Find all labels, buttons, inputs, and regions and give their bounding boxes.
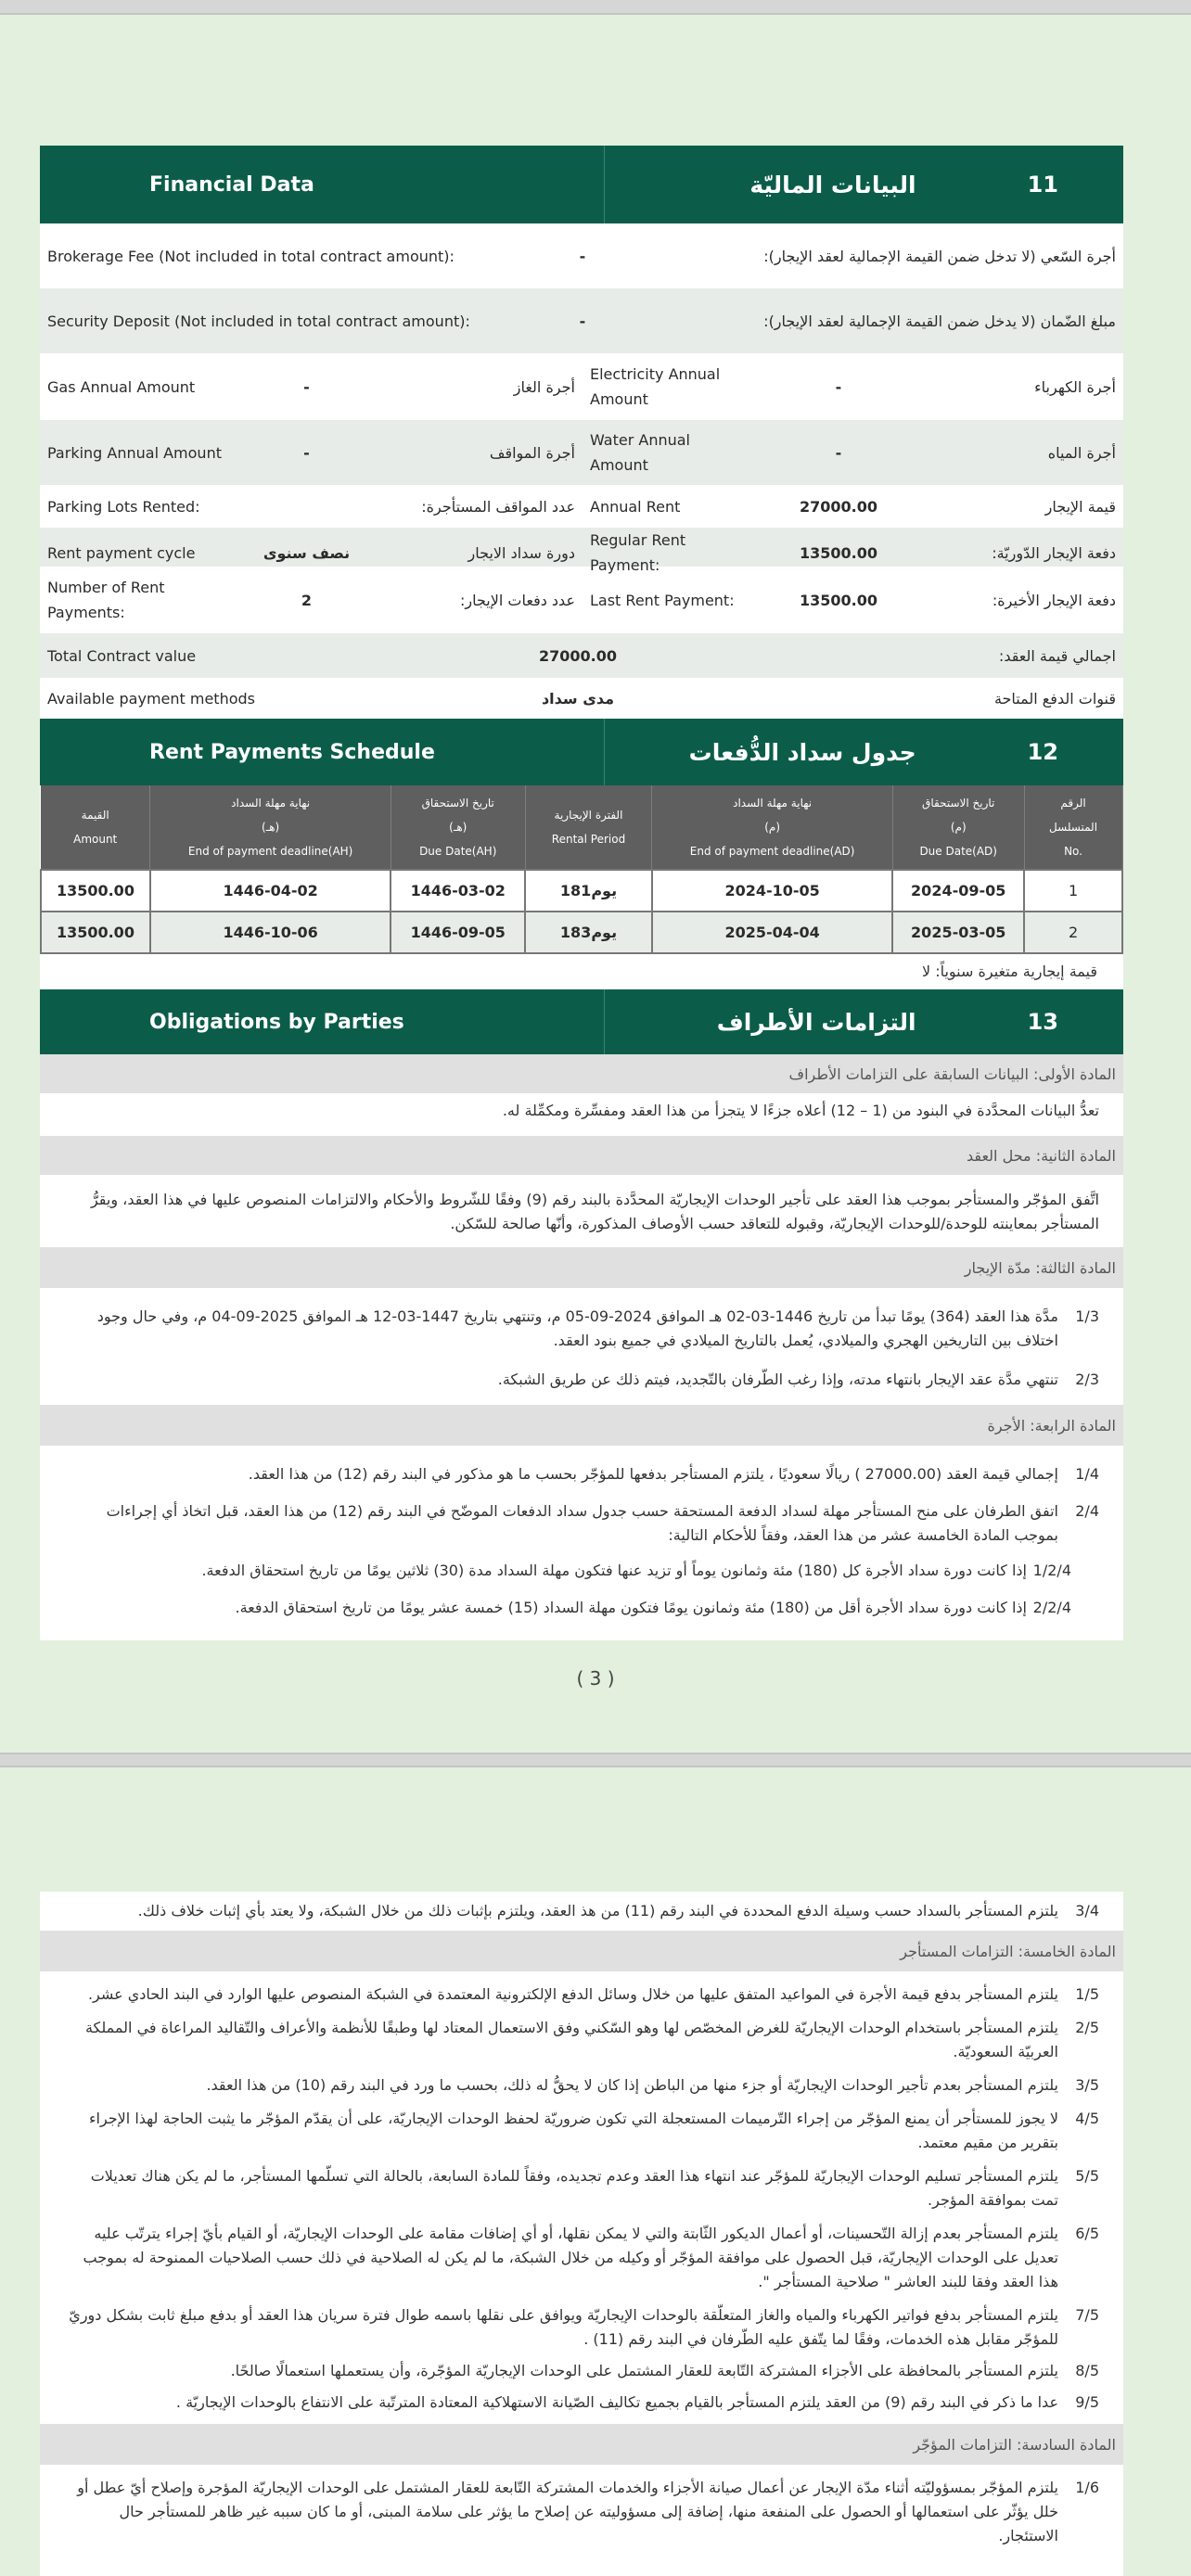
water-label-ar: أجرة المياه (1047, 443, 1116, 462)
article-1-text: تعدُّ البيانات المحدَّدة في البنود من (1 – 12) أعلاه جزءًا لا يتجزأ من هذا العقد ومفسِّرة ومكمِّلة له. (502, 1102, 1099, 1119)
deposit-label-ar: مبلغ الضّمان (لا يدخل ضمن القيمة الإجمالية لعقد الإيجار): (763, 312, 1116, 330)
count-value: 2 (301, 591, 313, 609)
regular-label-en: Regular Rent Payment: (590, 531, 686, 574)
methods-label-en: Available payment methods (47, 689, 255, 708)
table-row: 13500.00 1446-04-02 1446-03-02 181يوم 2024-10-05 2024-09-05 1 (41, 870, 1122, 912)
article-2-text: اتَّفق المؤجّر والمستأجر بموجب هذا العقد على تأجير الوحدات الإيجاريّة المحدَّدة بالبند رقم (9) وفقًا للشّروط والأحكام والالتزامات المنصوص عليها في هذا العقد، ويقرُّ المستأجر بمعاينته للوحدة/للوحدات الإيجاريّة، وقبوله للتعاقد حسب الأوصاف المذكورة، وأنّها صالحة للسّكن. (90, 1191, 1099, 1232)
variable-rent-note: قيمة إيجارية متغيرة سنوياً: لا (921, 963, 1097, 980)
list-item: 3/4 يلتزم المستأجر بالسداد حسب وسيلة الدفع المحددة في البند رقم (11) من هذ العقد، ويلتزم بإثبات ذلك من خلال الشبكة، ولا يعتد بأي إثبات خلاف ذلك. (137, 1902, 1099, 1919)
total-label-en: Total Contract value (47, 646, 197, 665)
deposit-label-en: Security Deposit (Not included in total contract amount): (47, 312, 470, 330)
list-item: 2/4 اتفق الطرفان على منح المستأجر مهلة لسداد الدفعة المستحقة حسب جدول سداد الدفعات الموضّح في البند رقم (12) من هذا العقد، قبل اتخاذ أي إجراءات بموجب المادة الخامسة عشر من هذا العقد، وفقاً للأحكام التالية: (106, 1502, 1099, 1544)
section-number: 13 (1027, 1009, 1058, 1035)
col-amount: القيمة Amount (41, 785, 150, 870)
col-due-ah: تاريخ الاستحقاق (هـ) Due Date(AH) (391, 785, 525, 870)
table-header-row (41, 785, 1122, 870)
lots-label-en: Parking Lots Rented: (47, 497, 200, 516)
col-end-ad: نهاية مهلة السداد (م) End of payment deadline(AD) (652, 785, 892, 870)
last-label-en: Last Rent Payment: (590, 591, 735, 609)
parking-water-row (40, 420, 1123, 485)
parking-value: - (303, 443, 310, 462)
col-no: الرقم المتسلسل No. (1024, 785, 1122, 870)
obligations-header (40, 989, 1123, 1054)
article-3-title: المادة الثالثة: مدّة الإيجار (40, 1247, 1123, 1288)
parking-label-en: Parking Annual Amount (47, 443, 222, 462)
electricity-label-en: Electricity Annual Amount (590, 365, 721, 408)
cycle-label-ar: دورة سداد الايجار (467, 543, 575, 562)
annual-label-ar: قيمة الإيجار (1044, 497, 1116, 516)
col-period: الفترة الإيجارية Rental Period (525, 785, 652, 870)
cycle-regular-row (40, 528, 1123, 574)
electricity-label-ar: أجرة الكهرباء (1034, 377, 1116, 396)
total-row (40, 633, 1123, 678)
total-label-ar: اجمالي قيمة العقد: (998, 646, 1116, 665)
deposit-value: - (579, 312, 586, 330)
financial-data-header (40, 146, 1123, 223)
lots-annual-row (40, 485, 1123, 528)
list-item: 7/5 يلتزم المستأجر بدفع فواتير الكهرباء والمياه والغاز المتعلّقة بالوحدات الإيجاريّة ويوافق على نقلها باسمه طوال فترة سريان هذا العقد أو بدفع مبلغ ثابت بشكل دوريّ للمؤجّر مقابل هذه الخدمات، وفقًا لما يتّفق عليه الطّرفان في البند رقم (11) . (69, 2306, 1099, 2348)
section-title-ar: التزامات الأطراف (716, 1008, 916, 1036)
water-label-en: Water Annual Amount (590, 431, 690, 474)
gas-label-en: Gas Annual Amount (47, 377, 196, 396)
gas-label-ar: أجرة الغاز (513, 377, 575, 396)
list-item: 2/3 تنتهي مدَّة عقد الإيجار بانتهاء مدته، وإذا رغب الطّرفان بالتّجديد، فيتم ذلك عن طريق الشبكة. (497, 1371, 1099, 1388)
list-item: 1/6 يلتزم المؤجّر بمسؤوليّته أثناء مدّة الإيجار عن أعمال صيانة الأجزاء والخدمات المشتركة التّابعة للعقار المشتمل على الوحدات الإيجاريّة المؤجرة وإصلاح أيّ عطل أو خلل يؤثّر على استعمالها أو الحصول على المنفعة منها، إضافة إلى مسؤوليته عن إصلاح ما يؤثر على سلامة المبنى، أو ما كان سببه غير ظاهر للمستأجر حال الاستئجار. (77, 2479, 1099, 2544)
section-number: 12 (1027, 739, 1058, 765)
section-number: 11 (1027, 172, 1058, 198)
water-value: - (835, 443, 842, 462)
document-page-3 (40, 146, 1123, 1640)
article-6-title: المادة السادسة: التزامات المؤجّر (40, 2424, 1123, 2465)
viewer-top-strip (0, 0, 1191, 15)
col-end-ah: نهاية مهلة السداد (هـ) End of payment deadline(AH) (150, 785, 391, 870)
article-2-title: المادة الثانية: محل العقد (40, 1136, 1123, 1175)
last-value: 13500.00 (799, 591, 877, 609)
col-due-ad: تاريخ الاستحقاق (م) Due Date(AD) (892, 785, 1024, 870)
section-title-en: Obligations by Parties (40, 989, 605, 1054)
list-item: 1/2/4 إذا كانت دورة سداد الأجرة كل (180) مئة وثمانون يوماً أو تزيد عنها فتكون مهلة السداد مدة (30) ثلاثين يومًا من تاريخ استحقاق الدفعة. (201, 1562, 1071, 1579)
lots-label-ar: عدد المواقف المستأجرة: (421, 497, 575, 516)
list-item: 3/5 يلتزم المستأجر بعدم تأجير الوحدات الإيجاريّة أو جزء منها من الباطن إذا كان لا يحقُّ له ذلك، بحسب ما ورد في البند رقم (10) من هذا العقد. (206, 2076, 1099, 2094)
annual-value: 27000.00 (799, 497, 877, 516)
list-item: 1/4 إجمالي قيمة العقد (27000.00 ) ريالًا سعوديًا ، يلتزم المستأجر بدفعها للمؤجّر بحسب ما هو مذكور في البند رقم (12) من هذا العقد. (248, 1465, 1099, 1483)
payments-schedule-header (40, 719, 1123, 785)
count-label-en: Number of Rent Payments: (47, 579, 165, 621)
page-number: ( 3 ) (576, 1667, 615, 1690)
table-row: 13500.00 1446-10-06 1446-09-05 183يوم 2025-04-04 2025-03-05 2 (41, 912, 1122, 953)
list-item: 4/5 لا يجوز للمستأجر أن يمنع المؤجّر من إجراء التّرميمات المستعجلة التي تكون ضروريّة لحفظ الوحدات الإيجاريّة، على أن يقدّم المؤجّر ما يثبت الحاجة لهذا الإجراء بتقرير من مقيم معتمد. (88, 2110, 1099, 2151)
list-item: 1/3 مدَّة هذا العقد (364) يومًا تبدأ من تاريخ 1446-03-02 هـ الموافق 2024-09-05 م، وتنتهي بتاريخ 1447-03-12 هـ الموافق 2025-09-04 م، وفي حال وجود اختلاف بين التاريخين الهجري والميلادي، يُعمل بالتاريخ الميلادي في جميع بنود العقد. (96, 1307, 1099, 1349)
parking-label-ar: أجرة المواقف (489, 443, 575, 462)
section-title-ar: جدول سداد الدُّفعات (688, 738, 916, 766)
deposit-row (40, 288, 1123, 353)
article-5-title: المادة الخامسة: التزامات المستأجر (40, 1931, 1123, 1971)
brokerage-value: - (579, 247, 586, 265)
brokerage-label-ar: أجرة السّعي (لا تدخل ضمن القيمة الإجمالية لعقد الإيجار): (763, 247, 1116, 265)
section-title-en: Rent Payments Schedule (40, 719, 605, 785)
methods-label-ar: قنوات الدفع المتاحة (993, 689, 1116, 708)
payments-schedule-table (40, 785, 1123, 954)
article-1-title: المادة الأولى: البيانات السابقة على التزامات الأطراف (40, 1054, 1123, 1093)
list-item: 5/5 يلتزم المستأجر تسليم الوحدات الإيجاريّة للمؤجّر عند انتهاء هذا العقد وعدم تجديده، وفقاً للمادة السابعة، بالحالة التي تسلّمها المستأجر، ما لم يكن هناك تعديلات تمت بموافقة المؤجر. (90, 2167, 1099, 2209)
list-item: 2/5 يلتزم المستأجر باستخدام الوحدات الإيجاريّة للغرض المخصّص لها وهو السّكني وفق الاستعمال المعتاد لها وطبقًا للأنظمة والأعراف والتّقاليد المراعاة في المملكة العربيّة السعوديّة. (84, 2019, 1099, 2060)
regular-label-ar: دفعة الإيجار الدّوريّة: (992, 543, 1116, 562)
article-4-title: المادة الرابعة: الأجرة (40, 1405, 1123, 1446)
cycle-value: نصف سنوى (263, 543, 351, 562)
list-item: 8/5 يلتزم المستأجر بالمحافظة على الأجزاء المشتركة التّابعة للعقار المشتمل على الوحدات الإيجاريّة المؤجّرة، وأن يستعملها استعمالًا صالحًا. (230, 2362, 1099, 2379)
list-item: 2/2/4 إذا كانت دورة سداد الأجرة أقل من (180) مئة وثمانون يومًا فتكون مهلة السداد (15) خمسة عشر يومًا من تاريخ استحقاق الدفعة. (235, 1599, 1071, 1616)
methods-row (40, 678, 1123, 719)
methods-value: مدى سداد (541, 689, 615, 708)
list-item: 6/5 يلتزم المستأجر بعدم إزالة التّحسينات، أو أعمال الديكور الثّابتة والتي لا يمكن نقلها، أو أي إضافات مقامة على الوحدات الإيجاريّة، أو القيام بأيّ إجراء يترتّب عليه تعديل على الوحدات الإيجاريّة، قبل الحصول على موافقة المؤجّر أو وكيله من خلال الشبكة، ما لم يكن له الصلاحية في ذلك حسب الصلاحيات الممنوحة له بموجب هذا العقد وفقا للبند العاشر " صلاحية المستأجر ". (83, 2225, 1099, 2290)
cycle-label-en: Rent payment cycle (47, 543, 196, 562)
brokerage-row (40, 223, 1123, 288)
electricity-value: - (835, 377, 842, 396)
annual-label-en: Annual Rent (590, 497, 681, 516)
count-label-ar: عدد دفعات الإيجار: (459, 591, 575, 609)
section-title-en: Financial Data (40, 146, 605, 223)
last-label-ar: دفعة الإيجار الأخيرة: (992, 591, 1116, 609)
section-title-ar: البيانات الماليّة (749, 171, 916, 198)
gas-value: - (303, 377, 310, 396)
brokerage-label-en: Brokerage Fee (Not included in total contract amount): (47, 247, 455, 265)
gas-electricity-row (40, 353, 1123, 420)
list-item: 9/5 عدا ما ذكر في البند رقم (9) من العقد يلتزم المستأجر بالقيام بجميع تكاليف الصّيانة الاستهلاكية المعتادة المترتّبة على الانتفاع بالوحدات الإيجاريّة . (175, 2393, 1099, 2411)
document-page-4 (40, 1892, 1123, 2576)
count-last-row (40, 567, 1123, 633)
page-separator (0, 1753, 1191, 1767)
list-item: 1/5 يلتزم المستأجر بدفع قيمة الأجرة في المواعيد المتفق عليها من خلال وسائل الدفع الإلكترونية المعتمدة في الشبكة المنصوص عليها الوارد في البند الحادي عشر. (87, 1985, 1099, 2003)
total-value: 27000.00 (538, 646, 617, 665)
regular-value: 13500.00 (799, 543, 877, 562)
